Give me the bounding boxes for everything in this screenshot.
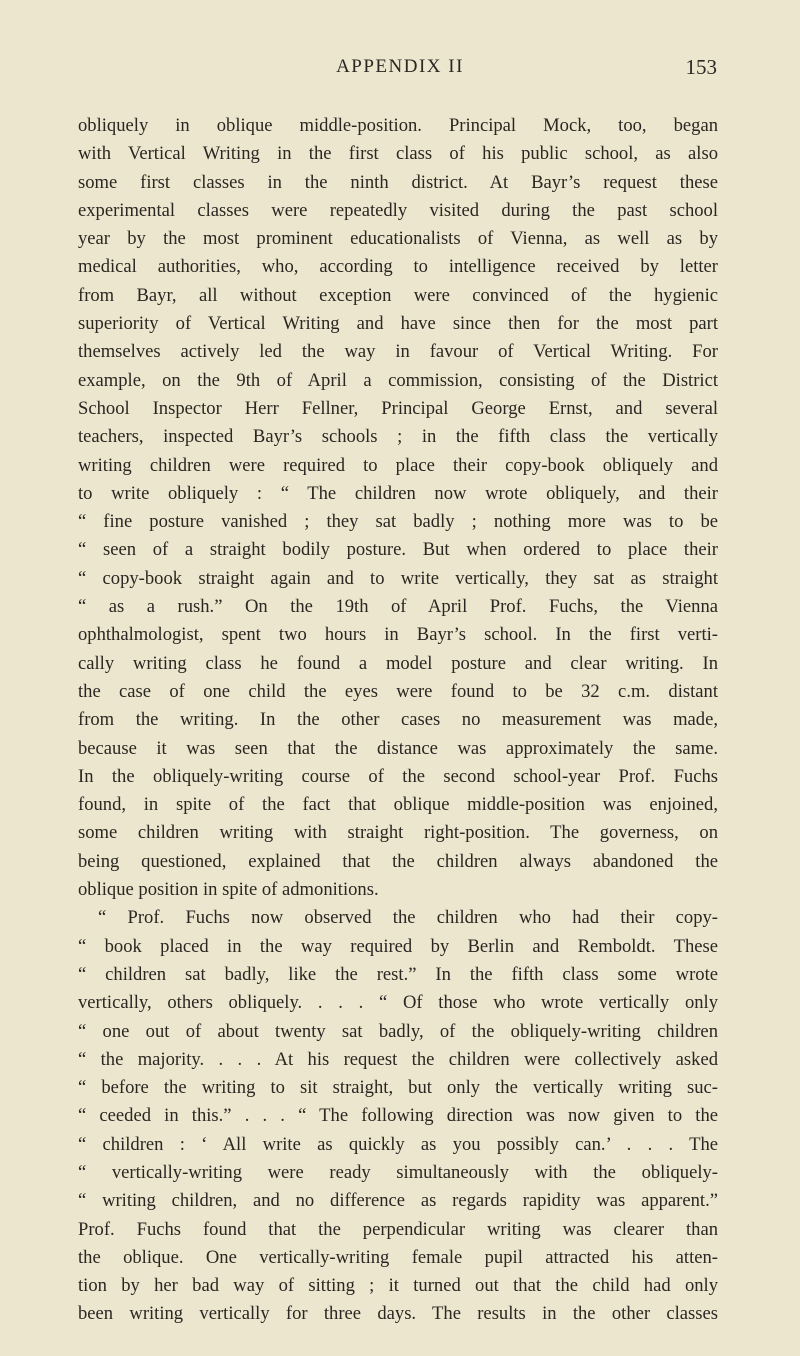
text-line: “ seen of a straight bodily posture. But when ordered to place their [78,539,718,561]
body-text [78,112,718,1329]
text-line: from the writing. In the other cases no measurement was made, [78,709,718,731]
text-line: to write obliquely : “ The children now wrote obliquely, and their [78,482,718,504]
text-line-indented: “ Prof. Fuchs now observed the children who had their copy- [98,907,718,929]
text-line: themselves actively led the way in favour of Vertical Writing. For [78,341,718,363]
text-line: “ the majority. . . . At his request the children were collectively asked [78,1048,718,1070]
text-line: Prof. Fuchs found that the perpendicular writing was clearer than [78,1218,718,1240]
chapter-header: APPENDIX II [336,56,464,77]
text-line: “ copy-book straight again and to write vertically, they sat as straight [78,567,718,589]
text-line: teachers, inspected Bayr’s schools ; in the fifth class the vertically [78,426,718,448]
text-line: “ ceeded in this.” . . . “ The following direction was now given to the [78,1105,718,1127]
text-line: ophthalmologist, spent two hours in Bayr’s school. In the first verti- [78,624,718,646]
text-line: been writing vertically for three days. The results in the other classes [78,1303,718,1325]
text-line: “ fine posture vanished ; they sat badly ; nothing more was to be [78,511,718,533]
text-line: example, on the 9th of April a commission, consisting of the District [78,369,718,391]
text-line: some first classes in the ninth district. At Bayr’s request these [78,171,718,193]
text-line: being questioned, explained that the children always abandoned the [78,850,718,872]
text-line: “ children : ‘ All write as quickly as you possibly can.’ . . . The [78,1133,718,1155]
running-head [0,56,800,84]
text-line: from Bayr, all without exception were convinced of the hygienic [78,284,718,306]
text-line: some children writing with straight right-position. The governess, on [78,822,718,844]
text-line: “ one out of about twenty sat badly, of the obliquely-writing children [78,1020,718,1042]
text-line: the case of one child the eyes were found to be 32 c.m. distant [78,680,718,702]
text-line: “ as a rush.” On the 19th of April Prof. Fuchs, the Vienna [78,596,718,618]
text-line: “ children sat badly, like the rest.” In the fifth class some wrote [78,963,718,985]
page-number: 153 [685,55,717,79]
text-line: School Inspector Herr Fellner, Principal George Ernst, and several [78,397,718,419]
text-line: “ vertically-writing were ready simultaneously with the obliquely- [78,1161,718,1183]
text-line: medical authorities, who, according to intelligence received by letter [78,256,718,278]
text-line-paragraph-end: oblique position in spite of admonitions. [78,879,379,901]
text-line: “ book placed in the way required by Berlin and Remboldt. These [78,935,718,957]
text-line: “ writing children, and no difference as regards rapidity was apparent.” [78,1190,718,1212]
text-line: superiority of Vertical Writing and have since then for the most part [78,313,718,335]
text-line: because it was seen that the distance was approximately the same. [78,737,718,759]
text-line: year by the most prominent educationalists of Vienna, as well as by [78,228,718,250]
text-line: the oblique. One vertically-writing female pupil attracted his atten- [78,1246,718,1268]
text-line: with Vertical Writing in the first class of his public school, as also [78,143,718,165]
text-line: obliquely in oblique middle-position. Principal Mock, too, began [78,115,718,136]
text-line: experimental classes were repeatedly visited during the past school [78,199,718,221]
text-line: found, in spite of the fact that oblique middle-position was enjoined, [78,794,718,816]
text-line: In the obliquely-writing course of the second school-year Prof. Fuchs [78,765,718,787]
text-line: vertically, others obliquely. . . . “ Of those who wrote vertically only [78,992,718,1014]
text-line: writing children were required to place their copy-book obliquely and [78,454,718,476]
text-line: cally writing class he found a model posture and clear writing. In [78,652,718,674]
text-line: “ before the writing to sit straight, but only the vertically writing suc- [78,1077,718,1099]
text-line: tion by her bad way of sitting ; it turned out that the child had only [78,1275,718,1297]
